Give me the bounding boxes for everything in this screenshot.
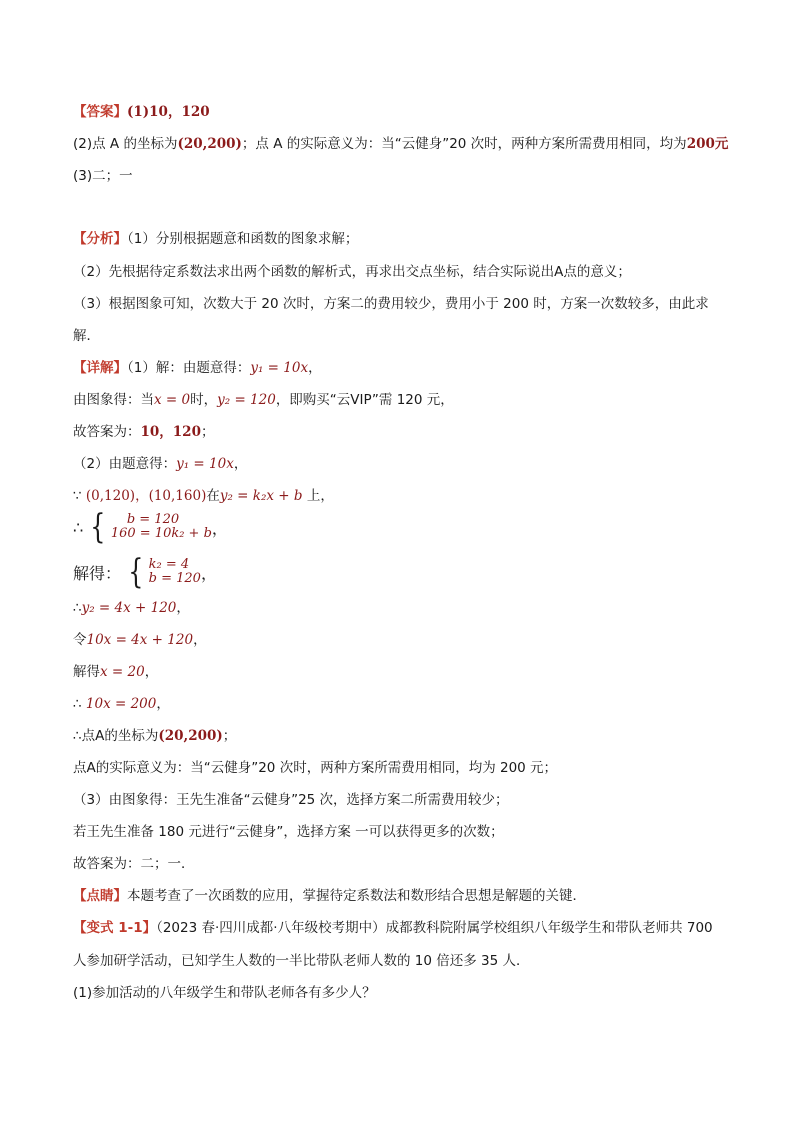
detail-line-5 [73,486,334,506]
analysis-line-1 [73,229,358,249]
system-rows [149,558,201,586]
punct: ， [144,664,159,680]
detail-line-12 [73,726,236,746]
detail-text: 令 [73,632,87,648]
detail-line-10 [73,662,158,682]
equation-x0: x = 0 [154,392,191,408]
points: (0,120)，(10,160) [85,488,207,504]
point-a-coord: (20,200) [158,728,223,744]
equation-y2-120: y₂ = 120 [217,392,276,408]
detail-line-9 [73,630,207,650]
answer-coord: (20,200) [177,136,242,152]
equation-value: 10x = 200 [85,696,157,712]
variant-text-1: （2023 春·四川成都·八年级校考期中）成都教科院附属学校组织八年级学生和带队老师共 700 [156,920,713,936]
detail-text: 解得： [73,563,122,583]
variant-line-3: (1)参加活动的八年级学生和带队老师各有多少人？ [73,985,376,1001]
punct: ， [211,518,228,538]
analysis-line-2: （2）先根据待定系数法求出两个函数的解析式，再求出交点坐标，结合实际说出A点的意义； [73,264,631,280]
system-rows [111,513,212,541]
punct: ， [200,563,217,583]
detail-text: ，即购买“云VIP”需 120 元， [275,392,454,408]
detail-text: 由图象得：当 [73,392,154,408]
detail-tag: 【详解】 [73,360,127,376]
detail-line-16: 故答案为：二；一． [73,856,195,872]
punct: ； [200,424,215,440]
detail-line-4 [73,454,247,474]
answer-line-1 [73,102,210,122]
detail-text: 故答案为： [73,424,141,440]
detail-line-14: （3）由图象得：王先生准备“云健身”25 次，选择方案二所需费用较少； [73,792,509,808]
answer-part-1: (1)10，120 [127,104,210,120]
detail-text: 解得 [73,664,100,680]
variant-line-2: 人参加研学活动，已知学生人数的一半比带队老师人数的 10 倍还多 35 人． [73,953,530,969]
answer-part-2a: (2)点 A 的坐标为 [73,136,178,152]
equation-y1: y₁ = 10x [176,456,234,472]
detail-line-8 [73,598,190,618]
equation-y2: y₂ = 4x + 120 [81,600,177,616]
system-row-2: 160 = 10k₂ + b [110,526,212,541]
therefore-symbol: ∴ [73,600,82,616]
answer-part-2c: ；点 A 的实际意义为：当“云健身”20 次时，两种方案所需费用相同，均为 [241,136,687,152]
solution-x: x = 20 [100,664,145,680]
system-row-1: b = 120 [126,512,180,527]
answer-values: 10，120 [140,424,201,440]
detail-line-3 [73,422,214,442]
punct: ， [308,360,322,376]
detail-line-15: 若王先生准备 180 元进行“云健身”，选择方案 一可以获得更多的次数； [73,824,504,840]
detail-line-1 [73,358,322,378]
analysis-line-4: 解． [73,328,100,344]
detail-line-2 [73,390,454,410]
therefore-symbol: ∴ [73,517,84,537]
system-row-1: k₂ = 4 [148,557,190,572]
detail-text: 在 [206,488,220,504]
detail-text: （1）解：由题意得： [127,360,251,376]
equation-system-2 [73,552,217,592]
variant-tag: 【变式 1-1】 [73,920,157,936]
answer-tag: 【答案】 [73,104,127,120]
equation-system-1 [73,507,228,547]
detail-text: （2）由题意得： [73,456,177,472]
punct: ， [193,632,207,648]
brace-icon: { [128,552,144,592]
punct: ， [176,600,190,616]
comment-tag: 【点睛】 [73,888,127,904]
variant-line-1 [73,918,713,938]
equation-equal: 10x = 4x + 120 [86,632,194,648]
equation-y1: y₁ = 10x [250,360,309,376]
answer-cost: 200元 [686,136,729,152]
system-row-2: b = 120 [148,571,201,586]
punct: ， [233,456,248,472]
analysis-tag: 【分析】 [73,231,127,247]
answer-line-3: (3)二；一 [73,168,133,184]
answer-line-2 [73,134,728,154]
detail-text: ∴点A的坐标为 [73,728,159,744]
because-symbol: ∵ [73,488,86,504]
comment-text: 本题考查了一次函数的应用，掌握待定系数法和数形结合思想是解题的关键． [127,888,586,904]
punct: ； [222,728,237,744]
punct: ， [156,696,170,712]
brace-icon: { [90,507,106,547]
therefore-symbol: ∴ [73,696,86,712]
detail-line-11 [73,694,170,714]
detail-text: 上， [302,488,334,504]
comment-line [73,886,586,906]
equation-y2-general: y₂ = k₂x + b [219,488,303,504]
analysis-line-3: （3）根据图象可知，次数大于 20 次时，方案二的费用较少，费用小于 200 时，方案一次数较多，由此求 [73,296,709,312]
detail-line-13: 点A的实际意义为：当“云健身”20 次时，两种方案所需费用相同，均为 200 元； [73,760,558,776]
analysis-text-1: （1）分别根据题意和函数的图象求解； [127,231,359,247]
detail-text: 时， [190,392,218,408]
